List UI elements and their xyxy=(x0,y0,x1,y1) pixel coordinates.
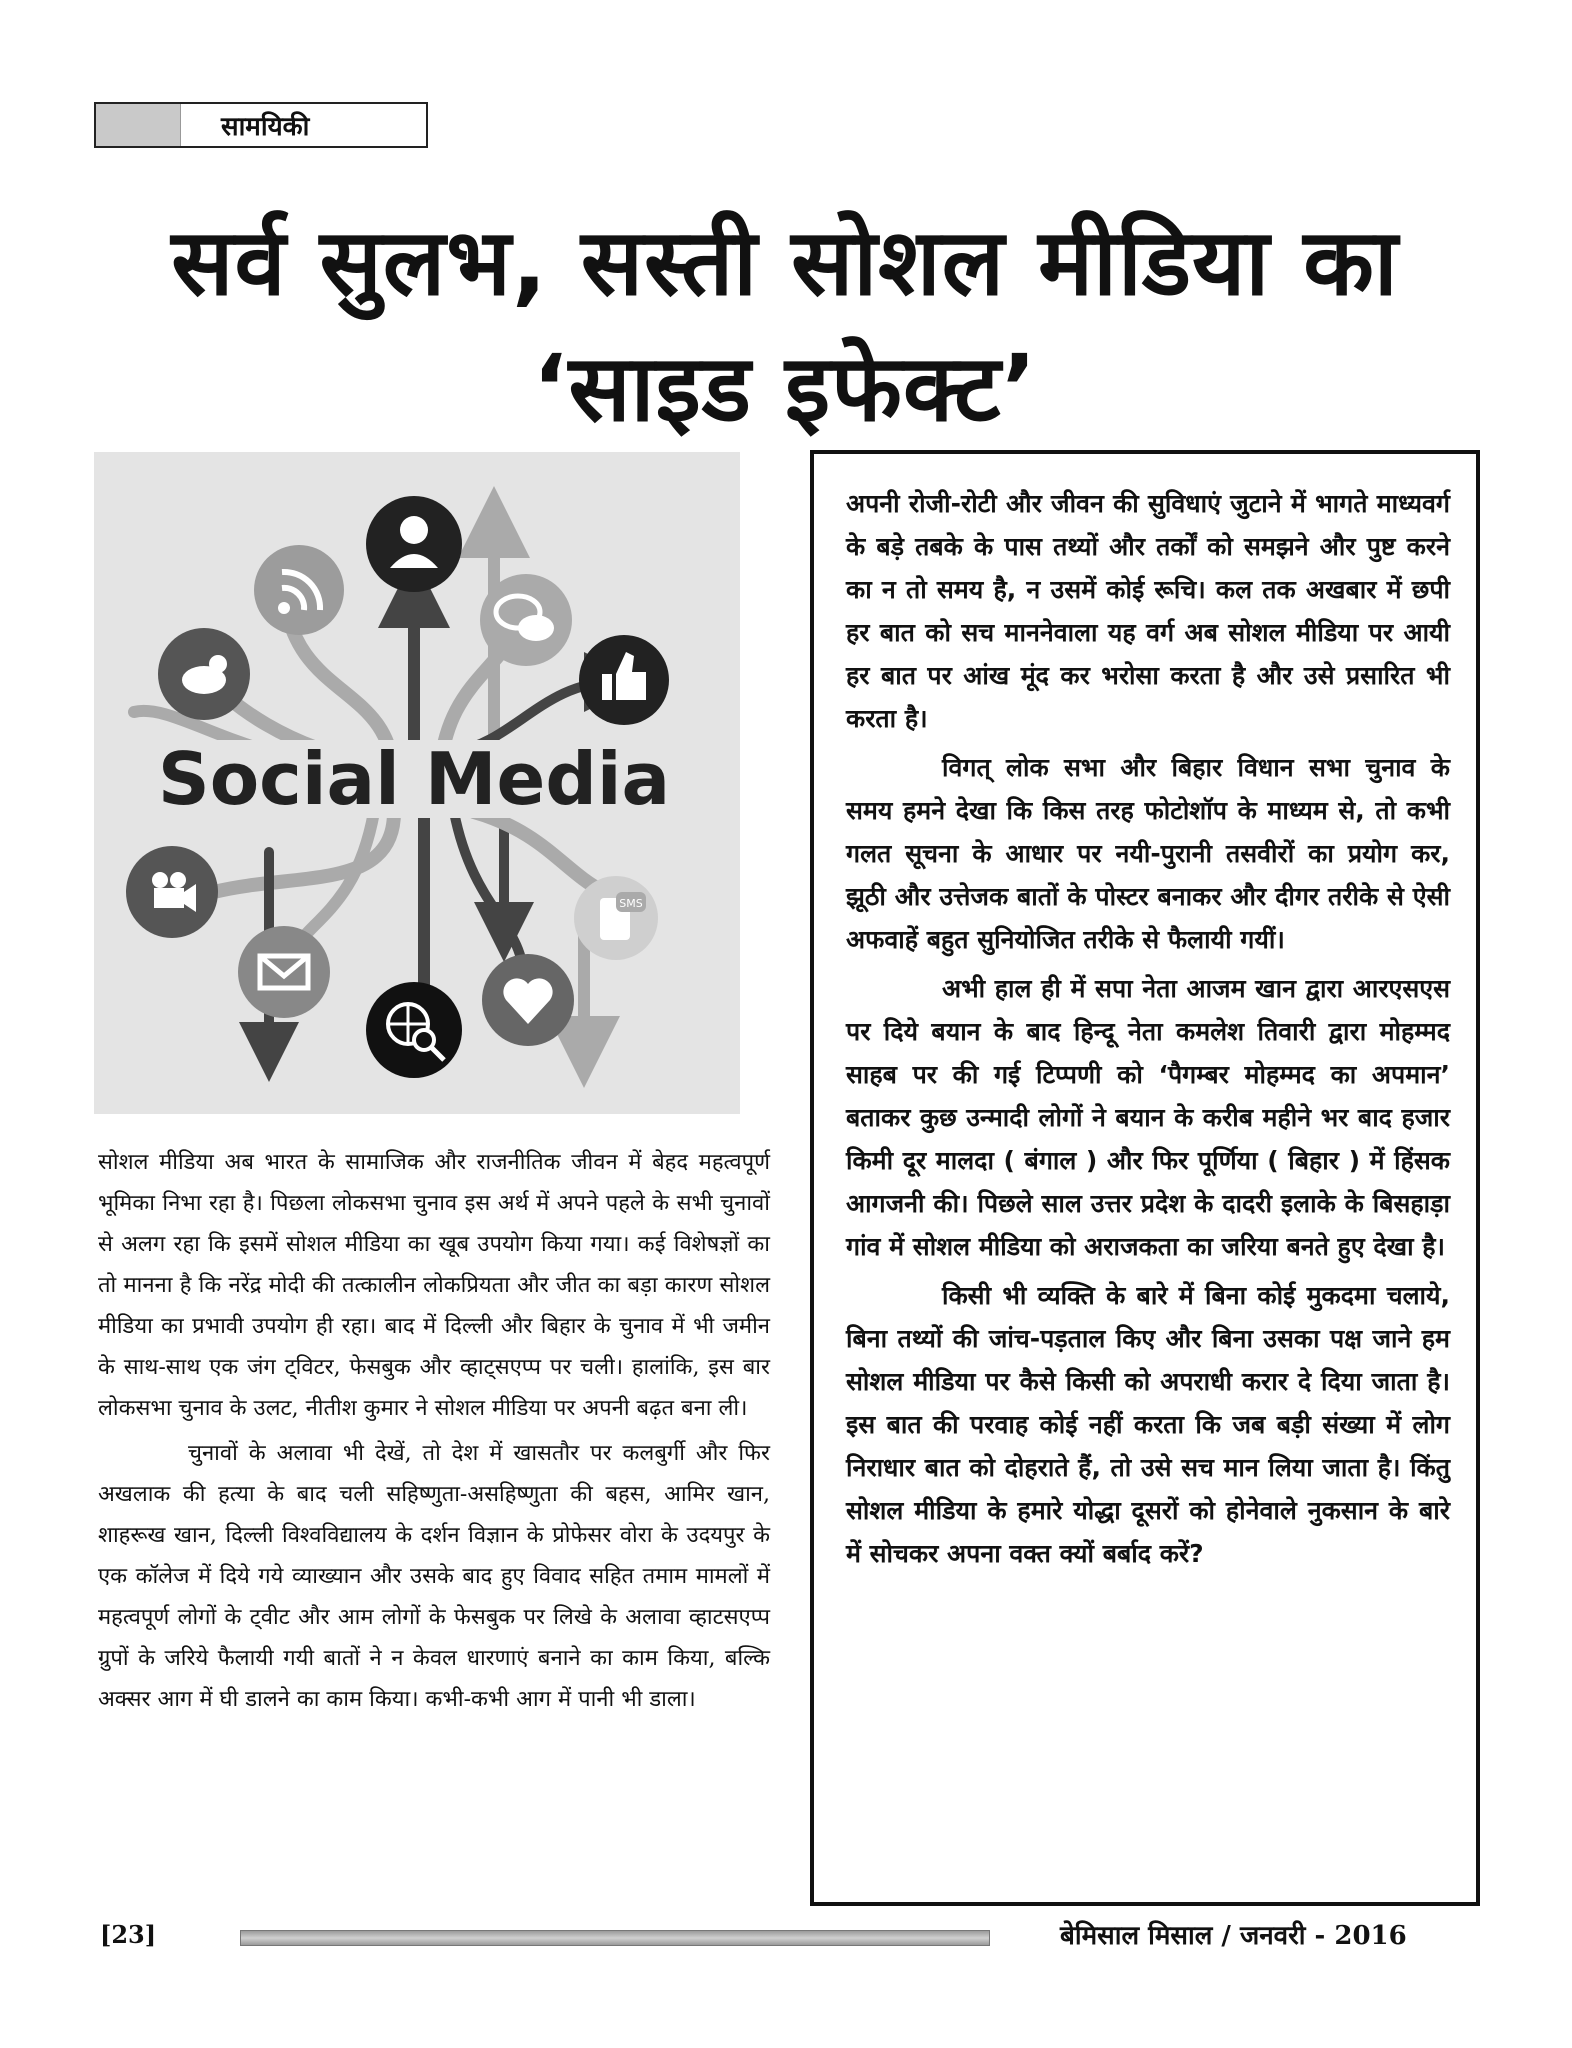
illustration-svg xyxy=(94,452,740,1114)
globe-search-icon xyxy=(366,982,462,1078)
rss-icon xyxy=(254,545,344,635)
section-tag-swatch xyxy=(96,104,181,146)
illustration-caption: Social Media xyxy=(157,737,671,821)
social-media-illustration xyxy=(94,452,740,1114)
chat-icon xyxy=(480,574,572,666)
left-paragraph-2: चुनावों के अलावा भी देखें, तो देश में खासतौर पर कलबुर्गी और फिर अखलाक की हत्या के बाद चली सहिष्णुता-असहिष्णुता की बहस, आमिर खान, शाहरूख खान, दिल्ली विश्वविद्यालय के दर्शन विज्ञान के प्रोफेसर वोरा के उदयपुर के एक कॉलेज में दिये गये व्याख्यान और उसके बाद हुए विवाद सहित तमाम मामलों में महत्वपूर्ण लोगों के ट्वीट और आम लोगों के फेसबुक पर लिखे के अलावा व्हाटसएप्प ग्रुपों के जरिये फैलायी गयी बातों ने न केवल धारणाएं बनाने का काम किया, बल्कि अक्सर आग में घी डालने का काम किया। कभी-कभी आग में पानी भी डाला। xyxy=(98,1441,770,1712)
thumbs-up-icon xyxy=(579,635,669,725)
left-column-text xyxy=(98,1142,770,1720)
sms-phone-icon xyxy=(574,876,658,960)
box-paragraph-4: किसी भी व्यक्ति के बारे में बिना कोई मुकदमा चलाये, बिना तथ्यों की जांच-पड़ताल किए और बिना उसका पक्ष जाने हम सोशल मीडिया पर कैसे किसी को अपराधी करार दे दिया जाता है। इस बात की परवाह कोई नहीं करता कि जब बड़ी संख्या में लोग निराधार बात को दोहराते हैं, तो उसे सच मान लिया जाता है। किंतु सोशल मीडिया के हमारे योद्धा दूसरों को होनेवाले नुकसान के बारे में सोचकर अपना वक्त क्यों बर्बाद करें? xyxy=(846,1281,1450,1568)
svg-text:SMS: SMS xyxy=(619,897,643,910)
headline-line-1: सर्व सुलभ, सस्ती सोशल मीडिया का xyxy=(171,209,1399,316)
heart-icon xyxy=(482,954,574,1046)
user-icon xyxy=(366,496,462,592)
section-tag-label: सामयिकी xyxy=(221,112,310,142)
page-number: [23] xyxy=(100,1920,157,1949)
box-paragraph-3: अभी हाल ही में सपा नेता आजम खान द्वारा आरएसएस पर दिये बयान के बाद हिन्दू नेता कमलेश तिवारी द्वारा मोहम्मद साहब पर की गई टिप्पणी को ‘पैगम्बर मोहम्मद का अपमान’ बताकर कुछ उन्मादी लोगों ने बयान के करीब महीने भर बाद हजार किमी दूर मालदा ( बंगाल ) और फिर पूर्णिया ( बिहार ) में हिंसक आगजनी की। पिछले साल उत्तर प्रदेश के दादरी इलाके के बिसहाड़ा गांव में सोशल मीडिया को अराजकता का जरिया बनते हुए देखा है। xyxy=(846,974,1450,1261)
footer-divider xyxy=(240,1930,990,1946)
box-paragraph-1: अपनी रोजी-रोटी और जीवन की सुविधाएं जुटाने में भागते माध्यवर्ग के बड़े तबके के पास तथ्यों और तर्कों को समझने और पुष्ट करने का न तो समय है, न उसमें कोई रूचि। कल तक अखबार में छपी हर बात को सच माननेवाला यह वर्ग अब सोशल मीडिया पर आयी हर बात पर आंख मूंद कर भरोसा करता है और उसे प्रसारित भी करता है। xyxy=(846,489,1450,733)
boxed-column xyxy=(810,450,1480,1906)
mail-icon xyxy=(238,926,330,1018)
video-camera-icon xyxy=(126,846,218,938)
twitter-bird-icon xyxy=(158,628,250,720)
left-paragraph-1: सोशल मीडिया अब भारत के सामाजिक और राजनीतिक जीवन में बेहद महत्वपूर्ण भूमिका निभा रहा है। पिछला लोकसभा चुनाव इस अर्थ में अपने पहले के सभी चुनावों से अलग रहा कि इसमें सोशल मीडिया का खूब उपयोग किया गया। कई विशेषज्ञों का तो मानना है कि नरेंद्र मोदी की तत्कालीन लोकप्रियता और जीत का बड़ा कारण सोशल मीडिया का प्रभावी उपयोग ही रहा। बाद में दिल्ली और बिहार के चुनाव में भी जमीन के साथ-साथ एक जंग ट्विटर, फेसबुक और व्हाट्सएप्प पर चली। हालांकि, इस बार लोकसभा चुनाव के उलट, नीतीश कुमार ने सोशल मीडिया पर अपनी बढ़त बना ली। xyxy=(98,1150,770,1421)
magazine-issue: बेमिसाल मिसाल / जनवरी - 2016 xyxy=(1060,1921,1407,1951)
headline-line-2: ‘साइड इफेक्ट’ xyxy=(532,335,1038,442)
headline xyxy=(60,200,1510,452)
section-tag xyxy=(94,102,428,148)
box-paragraph-2: विगत् लोक सभा और बिहार विधान सभा चुनाव के समय हमने देखा कि किस तरह फोटोशॉप के माध्यम से, तो कभी गलत सूचना के आधार पर नयी-पुरानी तसवीरों का प्रयोग कर, झूठी और उत्तेजक बातों के पोस्टर बनाकर और दीगर तरीके से ऐसी अफवाहें बहुत सुनियोजित तरीके से फैलायी गयीं। xyxy=(846,753,1450,954)
